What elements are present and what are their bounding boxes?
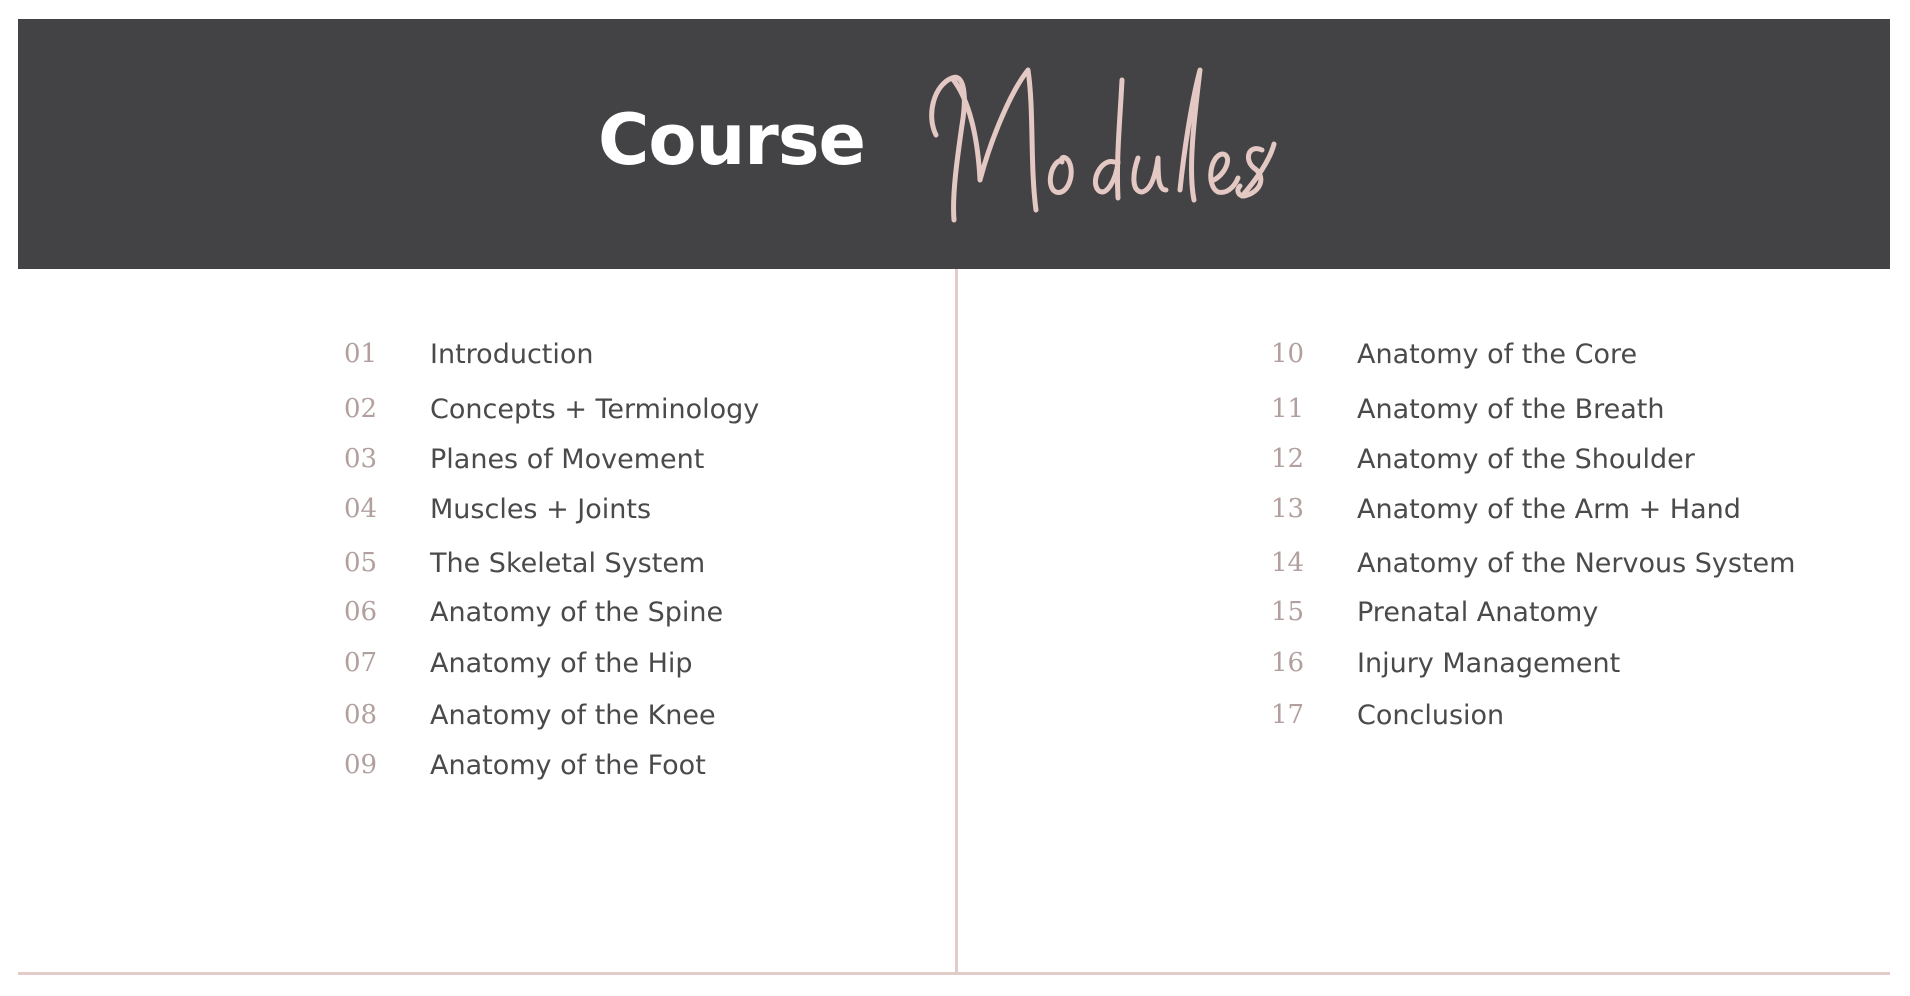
module-title: Anatomy of the Breath [1357, 394, 1665, 425]
module-number: 17 [1271, 700, 1305, 730]
module-title: Anatomy of the Arm + Hand [1357, 494, 1741, 525]
module-number: 16 [1271, 648, 1305, 678]
module-number: 10 [1271, 339, 1305, 369]
module-title: Planes of Movement [430, 444, 705, 475]
page-title-script-logo [922, 40, 1282, 250]
module-number: 12 [1271, 444, 1305, 474]
module-number: 13 [1271, 494, 1305, 524]
module-number: 07 [344, 648, 378, 678]
module-number: 02 [344, 394, 378, 424]
module-number: 06 [344, 597, 378, 627]
module-number: 14 [1271, 548, 1305, 578]
bottom-rule [18, 972, 1890, 975]
module-number: 08 [344, 700, 378, 730]
module-title: Anatomy of the Hip [430, 648, 693, 679]
module-number: 04 [344, 494, 378, 524]
module-number: 15 [1271, 597, 1305, 627]
module-title: Concepts + Terminology [430, 394, 760, 425]
module-number: 01 [344, 339, 378, 369]
module-title: Anatomy of the Nervous System [1357, 548, 1796, 579]
module-title: Conclusion [1357, 700, 1505, 731]
module-number: 09 [344, 750, 378, 780]
module-title: Prenatal Anatomy [1357, 597, 1599, 628]
module-title: Muscles + Joints [430, 494, 652, 525]
column-divider [955, 269, 958, 975]
module-title: Anatomy of the Core [1357, 339, 1638, 370]
module-title: Anatomy of the Foot [430, 750, 706, 781]
module-number: 03 [344, 444, 378, 474]
module-number: 11 [1271, 394, 1305, 424]
module-number: 05 [344, 548, 378, 578]
module-title: Anatomy of the Spine [430, 597, 724, 628]
module-title: Injury Management [1357, 648, 1621, 679]
module-title: Introduction [430, 339, 594, 370]
module-title: The Skeletal System [430, 548, 706, 579]
module-title: Anatomy of the Knee [430, 700, 716, 731]
module-title: Anatomy of the Shoulder [1357, 444, 1695, 475]
page-title-bold: Course [598, 99, 865, 181]
